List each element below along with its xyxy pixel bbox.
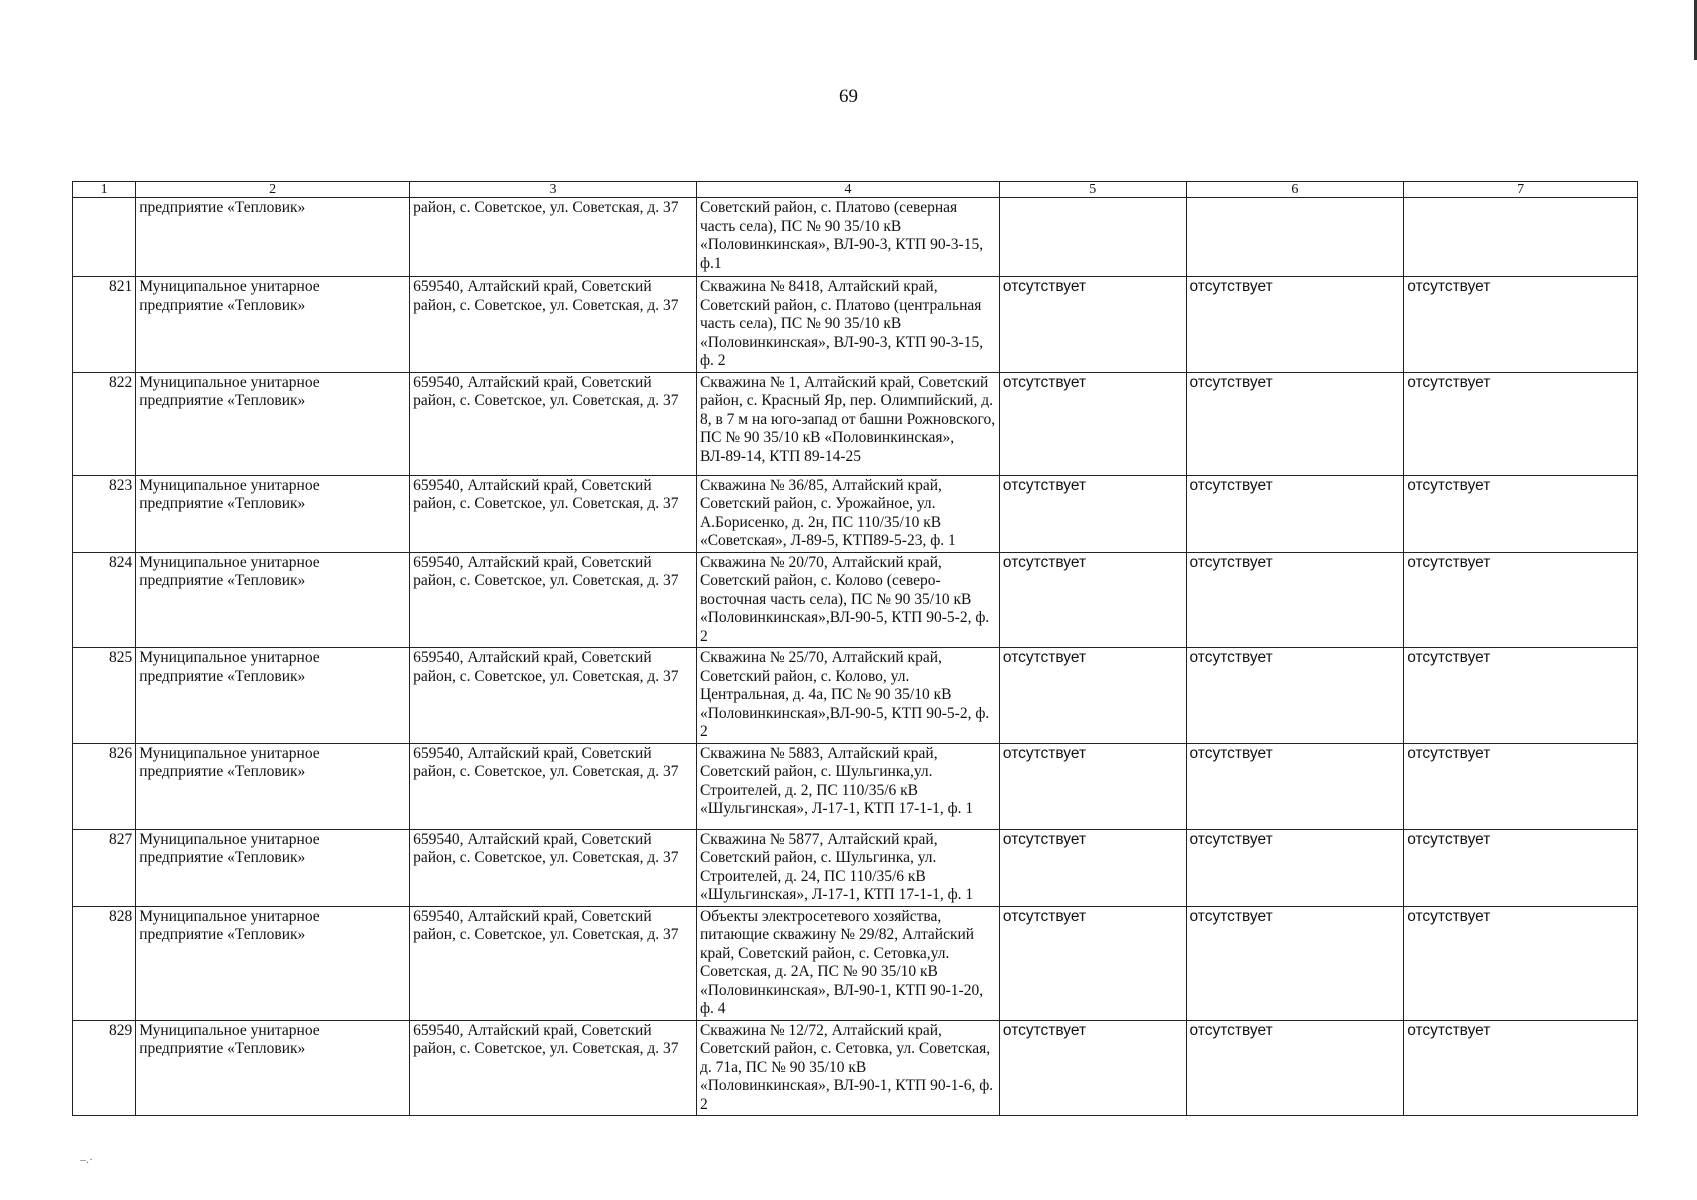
address-cell: 659540, Алтайский край, Советский район, с. Советское, ул. Советская, д. 37 (410, 372, 697, 475)
column-7-cell (1404, 198, 1638, 277)
column-5-cell: отсутствует (999, 475, 1186, 552)
row-number: 821 (73, 277, 136, 373)
organization-cell: Муниципальное унитарное предприятие «Тепловик» (136, 277, 410, 373)
column-6-cell: отсутствует (1186, 372, 1404, 475)
organization-cell: Муниципальное унитарное предприятие «Тепловик» (136, 743, 410, 829)
table-row (73, 743, 1638, 829)
organization-cell: Муниципальное унитарное предприятие «Тепловик» (136, 648, 410, 744)
row-number: 822 (73, 372, 136, 475)
column-5-cell: отсутствует (999, 1020, 1186, 1116)
column-7-cell: отсутствует (1404, 743, 1638, 829)
row-number: 825 (73, 648, 136, 744)
row-number: 826 (73, 743, 136, 829)
scan-mark: –.· (80, 1152, 93, 1166)
address-cell: 659540, Алтайский край, Советский район, с. Советское, ул. Советская, д. 37 (410, 829, 697, 906)
organization-cell: Муниципальное унитарное предприятие «Тепловик» (136, 372, 410, 475)
table-row (73, 198, 1638, 277)
column-header: 6 (1186, 182, 1404, 198)
object-description-cell: Скважина № 5883, Алтайский край, Советский район, с. Шульгинка,ул. Строителей, д. 2, ПС 110/35/6 кВ «Шульгинская», Л-17-1, КТП 17-1-1, ф. 1 (696, 743, 999, 829)
column-7-cell: отсутствует (1404, 648, 1638, 744)
row-number: 827 (73, 829, 136, 906)
organization-cell: Муниципальное унитарное предприятие «Тепловик» (136, 552, 410, 648)
object-description-cell: Объекты электросетевого хозяйства, питающие скважину № 29/82, Алтайский край, Советский район, с. Сетовка,ул. Советская, д. 2А, ПС № 90 35/10 кВ «Половинкинская», ВЛ-90-1, КТП 90-1-20, ф. 4 (696, 906, 999, 1020)
registry-table (72, 181, 1638, 1116)
organization-cell: Муниципальное унитарное предприятие «Тепловик» (136, 1020, 410, 1116)
address-cell: 659540, Алтайский край, Советский район, с. Советское, ул. Советская, д. 37 (410, 648, 697, 744)
object-description-cell: Скважина № 25/70, Алтайский край, Советский район, с. Колово, ул. Центральная, д. 4а, ПС № 90 35/10 кВ «Половинкинская»,ВЛ-90-5, КТП 90-5-2, ф. 2 (696, 648, 999, 744)
object-description-cell: Скважина № 1, Алтайский край, Советский район, с. Красный Яр, пер. Олимпийский, д. 8, в 7 м на юго-запад от башни Рожновского, ПС № 90 35/10 кВ «Половинкинская», ВЛ-89-14, КТП 89-14-25 (696, 372, 999, 475)
page-number: 69 (839, 86, 858, 107)
column-6-cell: отсутствует (1186, 829, 1404, 906)
object-description-cell: Скважина № 5877, Алтайский край, Советский район, с. Шульгинка, ул. Строителей, д. 24, ПС 110/35/6 кВ «Шульгинская», Л-17-1, КТП 17-1-1, ф. 1 (696, 829, 999, 906)
column-7-cell: отсутствует (1404, 277, 1638, 373)
address-cell: 659540, Алтайский край, Советский район, с. Советское, ул. Советская, д. 37 (410, 475, 697, 552)
object-description-cell: Скважина № 12/72, Алтайский край, Советский район, с. Сетовка, ул. Советская, д. 71а, ПС № 90 35/10 кВ «Половинкинская», ВЛ-90-1, КТП 90-1-6, ф. 2 (696, 1020, 999, 1116)
column-5-cell (999, 198, 1186, 277)
column-header: 5 (999, 182, 1186, 198)
column-7-cell: отсутствует (1404, 475, 1638, 552)
object-description-cell: Скважина № 36/85, Алтайский край, Советский район, с. Урожайное, ул. А.Борисенко, д. 2н, ПС 110/35/10 кВ «Советская», Л-89-5, КТП89-5-23, ф. 1 (696, 475, 999, 552)
column-7-cell: отсутствует (1404, 906, 1638, 1020)
column-6-cell: отсутствует (1186, 475, 1404, 552)
table-row (73, 906, 1638, 1020)
table-row (73, 648, 1638, 744)
column-7-cell: отсутствует (1404, 1020, 1638, 1116)
column-7-cell: отсутствует (1404, 372, 1638, 475)
column-6-cell: отсутствует (1186, 277, 1404, 373)
organization-cell: Муниципальное унитарное предприятие «Тепловик» (136, 475, 410, 552)
row-number: 828 (73, 906, 136, 1020)
object-description-cell: Скважина № 20/70, Алтайский край, Советский район, с. Колово (северо-восточная часть села), ПС № 90 35/10 кВ «Половинкинская»,ВЛ-90-5, КТП 90-5-2, ф. 2 (696, 552, 999, 648)
column-number-row (73, 182, 1638, 198)
table-row (73, 475, 1638, 552)
address-cell: 659540, Алтайский край, Советский район, с. Советское, ул. Советская, д. 37 (410, 906, 697, 1020)
column-5-cell: отсутствует (999, 743, 1186, 829)
organization-cell: Муниципальное унитарное предприятие «Тепловик» (136, 829, 410, 906)
column-5-cell: отсутствует (999, 648, 1186, 744)
column-5-cell: отсутствует (999, 906, 1186, 1020)
column-header: 4 (696, 182, 999, 198)
row-number: 824 (73, 552, 136, 648)
row-number (73, 198, 136, 277)
column-5-cell: отсутствует (999, 829, 1186, 906)
column-6-cell: отсутствует (1186, 906, 1404, 1020)
column-header: 2 (136, 182, 410, 198)
address-cell: 659540, Алтайский край, Советский район, с. Советское, ул. Советская, д. 37 (410, 743, 697, 829)
table-row (73, 277, 1638, 373)
row-number: 823 (73, 475, 136, 552)
organization-cell: Муниципальное унитарное предприятие «Тепловик» (136, 906, 410, 1020)
column-7-cell: отсутствует (1404, 829, 1638, 906)
table-row (73, 552, 1638, 648)
object-description-cell: Советский район, с. Платово (северная часть села), ПС № 90 35/10 кВ «Половинкинская», ВЛ-90-3, КТП 90-3-15, ф.1 (696, 198, 999, 277)
column-6-cell: отсутствует (1186, 648, 1404, 744)
column-header: 1 (73, 182, 136, 198)
column-7-cell: отсутствует (1404, 552, 1638, 648)
column-header: 3 (410, 182, 697, 198)
column-header: 7 (1404, 182, 1638, 198)
address-cell: район, с. Советское, ул. Советская, д. 37 (410, 198, 697, 277)
column-6-cell: отсутствует (1186, 743, 1404, 829)
table-row (73, 1020, 1638, 1116)
table-row (73, 829, 1638, 906)
row-number: 829 (73, 1020, 136, 1116)
column-5-cell: отсутствует (999, 277, 1186, 373)
address-cell: 659540, Алтайский край, Советский район, с. Советское, ул. Советская, д. 37 (410, 277, 697, 373)
address-cell: 659540, Алтайский край, Советский район, с. Советское, ул. Советская, д. 37 (410, 1020, 697, 1116)
organization-cell: предприятие «Тепловик» (136, 198, 410, 277)
address-cell: 659540, Алтайский край, Советский район, с. Советское, ул. Советская, д. 37 (410, 552, 697, 648)
column-5-cell: отсутствует (999, 552, 1186, 648)
column-6-cell: отсутствует (1186, 1020, 1404, 1116)
column-6-cell: отсутствует (1186, 552, 1404, 648)
column-5-cell: отсутствует (999, 372, 1186, 475)
column-6-cell (1186, 198, 1404, 277)
table-row (73, 372, 1638, 475)
object-description-cell: Скважина № 8418, Алтайский край, Советский район, с. Платово (центральная часть села), ПС № 90 35/10 кВ «Половинкинская», ВЛ-90-3, КТП 90-3-15, ф. 2 (696, 277, 999, 373)
table-body (73, 198, 1638, 1116)
